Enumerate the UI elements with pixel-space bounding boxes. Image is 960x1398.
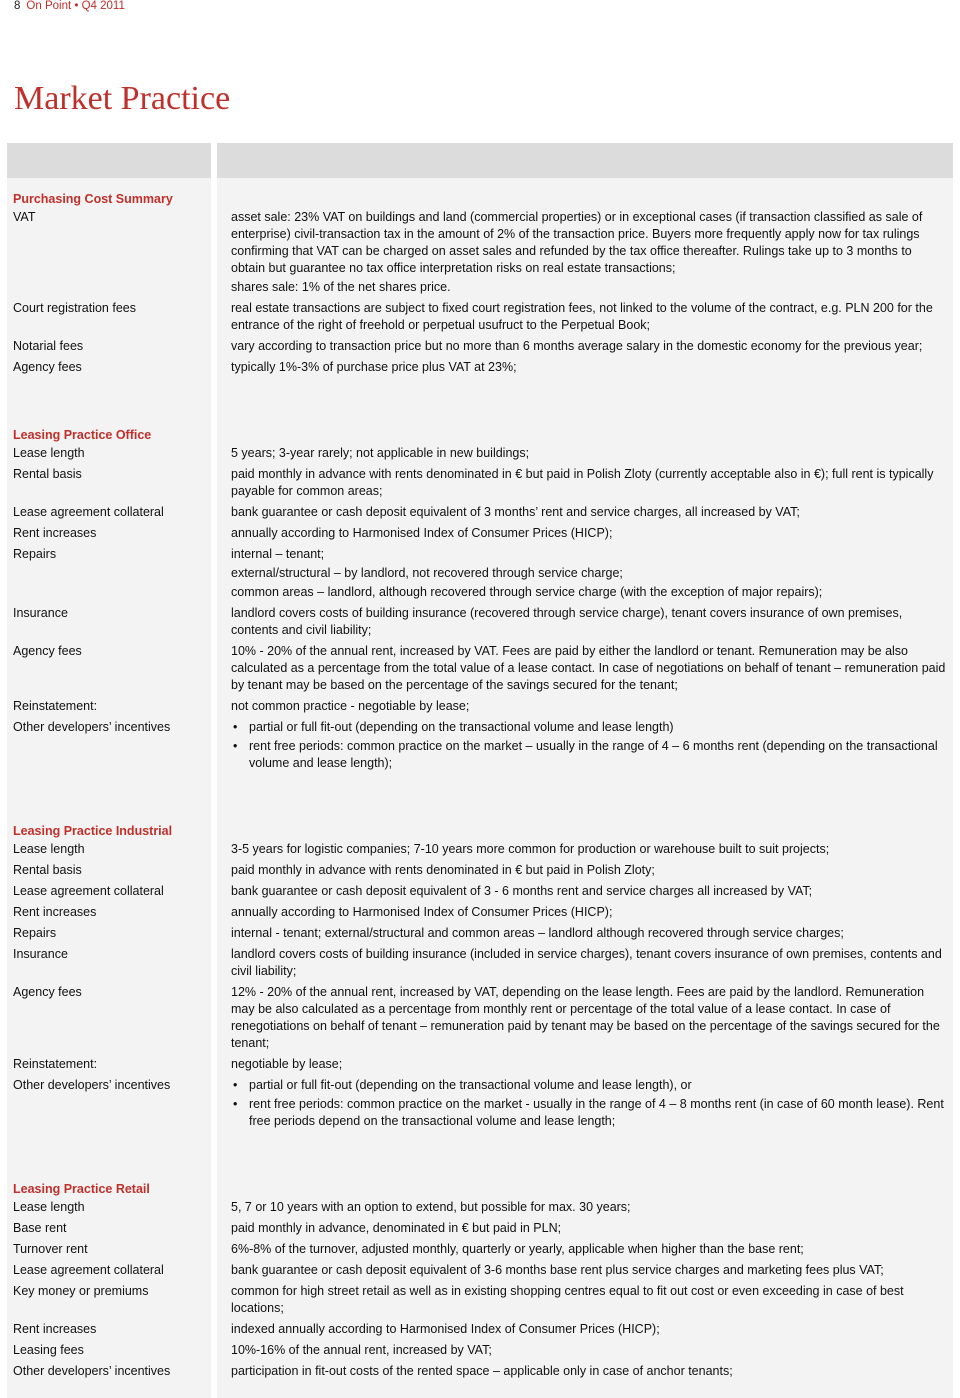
row-label: Lease agreement collateral (13, 505, 164, 519)
bullet-item: • partial or full fit-out (depending on the transactional volume and lease length) (231, 719, 947, 736)
bullet-list (231, 719, 947, 772)
table-row (7, 925, 953, 944)
row-label: Reinstatement: (13, 1057, 98, 1071)
row-label: Turnover rent (13, 1242, 88, 1256)
table-row (7, 1321, 953, 1340)
value-line: 5 years; 3-year rarely; not applicable in new buildings; (231, 446, 530, 460)
row-label: Notarial fees (13, 339, 84, 353)
table-row (7, 1241, 953, 1260)
row-value (217, 546, 953, 603)
value-line: internal - tenant; external/structural and common areas – landlord although recovered through service charges; (231, 926, 844, 940)
value-line: 10%-16% of the annual rent, increased by VAT; (231, 1343, 492, 1357)
row-label: Base rent (13, 1221, 67, 1235)
table-row (7, 300, 953, 336)
row-label: Agency fees (13, 360, 82, 374)
row-label: Other developers’ incentives (13, 720, 171, 734)
issue-label: Q4 2011 (81, 0, 125, 12)
table-row (7, 209, 953, 298)
row-value (217, 883, 953, 902)
row-label: Lease agreement collateral (13, 1263, 164, 1277)
row-value (217, 946, 953, 982)
row-value (217, 504, 953, 523)
section-office (7, 414, 953, 790)
row-value (217, 1056, 953, 1075)
table-row (7, 1262, 953, 1281)
table-row (7, 984, 953, 1054)
value-line: bank guarantee or cash deposit equivalent of 3 months’ rent and service charges, all increased by VAT; (231, 505, 800, 519)
bullet-list (231, 1077, 947, 1130)
header-separator: • (74, 0, 79, 12)
table-row (7, 1342, 953, 1361)
table-row (7, 338, 953, 357)
row-value (217, 605, 953, 641)
section-purchasing (7, 178, 953, 394)
bullet-item: • rent free periods: common practice on the market - usually in the range of 4 – 8 months rent (in case of 60 month lease). Rent free periods depend on the transactional volume and lease length; (231, 1096, 947, 1130)
row-value (217, 1077, 953, 1132)
row-value (217, 359, 953, 378)
row-value (217, 719, 953, 774)
value-line: annually according to Harmonised Index of Consumer Prices (HICP); (231, 526, 613, 540)
row-value (217, 1342, 953, 1361)
row-label: Other developers’ incentives (13, 1078, 171, 1092)
row-label: Leasing fees (13, 1343, 84, 1357)
row-label: Repairs (13, 547, 57, 561)
publication-name: On Point (26, 0, 72, 12)
value-line: bank guarantee or cash deposit equivalent of 3-6 months base rent plus service charges and marketing fees plus VAT; (231, 1263, 884, 1277)
value-line: real estate transactions are subject to fixed court registration fees, not linked to the volume of the contract, e.g. PLN 200 for the entrance of the right of freehold or perpetual usufruct to the Perpetual Book; (231, 301, 933, 332)
value-line: 10% - 20% of the annual rent, increased by VAT. Fees are paid by either the landlord or tenant. Remuneration may be also calculated as a percentage from the total value of a lease contact. In case of negotiations on behalf of tenant – remuneration paid by tenant may be based on the percentage of the savings secured for the tenant; (231, 644, 946, 692)
table-row (7, 1283, 953, 1319)
row-value (217, 1363, 953, 1382)
row-label: Court registration fees (13, 301, 136, 315)
table-row (7, 525, 953, 544)
value-line: paid monthly in advance with rents denominated in € but paid in Polish Zloty; (231, 863, 655, 877)
table-row (7, 445, 953, 464)
table-row (7, 1077, 953, 1132)
row-value (217, 698, 953, 717)
value-line: shares sale: 1% of the net shares price. (231, 280, 451, 294)
value-line: common areas – landlord, although recovered through service charge (with the exception of major repairs); (231, 585, 823, 599)
section-retail (7, 1168, 953, 1398)
value-line: paid monthly in advance with rents denominated in € but paid in Polish Zloty (currently acceptable also in €); full rent is typically payable for common areas; (231, 467, 934, 498)
row-value (217, 1220, 953, 1239)
section-title: Leasing Practice Industrial (13, 824, 173, 838)
value-line: common for high street retail as well as in existing shopping centres equal to fit out cost or even exceeding in case of best locations; (231, 1284, 904, 1315)
value-line: typically 1%-3% of purchase price plus VAT at 23%; (231, 360, 517, 374)
value-line: 12% - 20% of the annual rent, increased by VAT, depending on the lease length. Fees are paid by the landlord. Remuneration may be also calculated as a percentage from monthly rent or percentage of the total value of a lease contact. In case of renegotiations on behalf of tenant – remuneration paid by tenant may be based on the percentage of the savings secured for the tenant; (231, 985, 940, 1050)
row-label: Rent increases (13, 905, 97, 919)
row-label: Reinstatement: (13, 699, 98, 713)
table-header-bar (7, 143, 953, 178)
table-row (7, 698, 953, 717)
market-practice-table (7, 143, 953, 1398)
bullet-item: • rent free periods: common practice on the market – usually in the range of 4 – 6 months rent (depending on the transactional volume and lease length); (231, 738, 947, 772)
table-row (7, 1056, 953, 1075)
value-line: landlord covers costs of building insurance (recovered through service charge), tenant covers insurance of own premises, contents and civil liability; (231, 606, 903, 637)
row-label: Lease length (13, 446, 85, 460)
row-label: Insurance (13, 606, 68, 620)
table-row (7, 504, 953, 523)
page-number: 8 (14, 0, 21, 12)
row-value (217, 445, 953, 464)
page-title: Market Practice (14, 80, 231, 117)
value-line: 6%-8% of the turnover, adjusted monthly, quarterly or yearly, applicable when higher than the base rent; (231, 1242, 804, 1256)
row-label: Agency fees (13, 644, 82, 658)
row-value (217, 1262, 953, 1281)
row-value (217, 209, 953, 298)
running-header (14, 0, 125, 12)
bullet-item: • partial or full fit-out (depending on the transactional volume and lease length), or (231, 1077, 947, 1094)
row-label: Key money or premiums (13, 1284, 149, 1298)
row-value (217, 338, 953, 357)
row-value (217, 984, 953, 1054)
row-label: Rental basis (13, 863, 82, 877)
row-value (217, 904, 953, 923)
table-row (7, 719, 953, 774)
table-row (7, 883, 953, 902)
row-value (217, 1283, 953, 1319)
row-value (217, 1241, 953, 1260)
row-value (217, 643, 953, 696)
row-label: Agency fees (13, 985, 82, 999)
section-title: Leasing Practice Office (13, 428, 152, 442)
value-line: negotiable by lease; (231, 1057, 343, 1071)
value-line: vary according to transaction price but no more than 6 months average salary in the domestic economy for the previous year; (231, 339, 923, 353)
table-row (7, 841, 953, 860)
row-label: Lease length (13, 1200, 85, 1214)
row-label: Repairs (13, 926, 57, 940)
table-row (7, 466, 953, 502)
row-value (217, 466, 953, 502)
row-label: Rent increases (13, 1322, 97, 1336)
row-value (217, 862, 953, 881)
table-row (7, 1199, 953, 1218)
row-label: Other developers’ incentives (13, 1364, 171, 1378)
row-label: Rent increases (13, 526, 97, 540)
table-row (7, 1363, 953, 1382)
row-label: Rental basis (13, 467, 82, 481)
section-industrial (7, 810, 953, 1148)
row-label: VAT (13, 210, 36, 224)
row-value (217, 525, 953, 544)
value-line: landlord covers costs of building insurance (included in service charges), tenant covers insurance of own premises, contents and civil liability; (231, 947, 942, 978)
row-value (217, 1321, 953, 1340)
value-line: asset sale: 23% VAT on buildings and land (commercial properties) or in exceptional cases (if transaction classified as sale of enterprise) civil-transaction tax in the amount of 2% of the transaction price. Buyers more frequently apply now for tax rulings confirming that VAT can be charged on asset sales and refunded by the tax office thereafter. Rulings take up to 3 months to obtain but guarantee no tax office interpretation risks on real estate transactions; (231, 210, 923, 275)
row-label: Lease length (13, 842, 85, 856)
table-row (7, 904, 953, 923)
table-row (7, 862, 953, 881)
value-line: paid monthly in advance, denominated in € but paid in PLN; (231, 1221, 562, 1235)
table-row (7, 359, 953, 378)
table-row (7, 546, 953, 603)
table-row (7, 946, 953, 982)
row-value (217, 841, 953, 860)
value-line: external/structural – by landlord, not recovered through service charge; (231, 566, 623, 580)
value-line: indexed annually according to Harmonised Index of Consumer Prices (HICP); (231, 1322, 660, 1336)
row-label: Lease agreement collateral (13, 884, 164, 898)
section-title: Purchasing Cost Summary (13, 192, 173, 206)
row-value (217, 925, 953, 944)
table-row (7, 643, 953, 696)
value-line: not common practice - negotiable by lease; (231, 699, 470, 713)
row-value (217, 300, 953, 336)
table-row (7, 1220, 953, 1239)
value-line: bank guarantee or cash deposit equivalent of 3 - 6 months rent and service charges all increased by VAT; (231, 884, 813, 898)
row-label: Insurance (13, 947, 68, 961)
value-line: annually according to Harmonised Index of Consumer Prices (HICP); (231, 905, 613, 919)
table-row (7, 605, 953, 641)
value-line: 5, 7 or 10 years with an option to extend, but possible for max. 30 years; (231, 1200, 631, 1214)
row-value (217, 1199, 953, 1218)
value-line: participation in fit-out costs of the rented space – applicable only in case of anchor tenants; (231, 1364, 733, 1378)
value-line: 3-5 years for logistic companies; 7-10 years more common for production or warehouse built to suit projects; (231, 842, 830, 856)
section-title: Leasing Practice Retail (13, 1182, 150, 1196)
value-line: internal – tenant; (231, 547, 325, 561)
